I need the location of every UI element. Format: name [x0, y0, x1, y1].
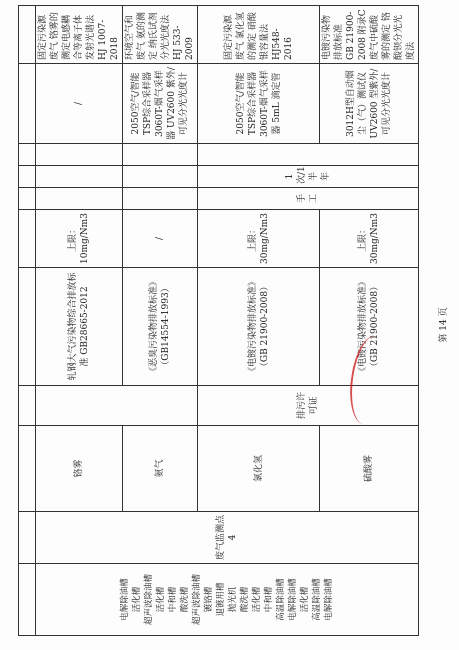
equipment-cell: 2050空气/智能TSP综合采样器 3060T-烟气采样器 5mL 滴定管	[198, 64, 320, 144]
method-cell: 固定污染源废气 氯化氢的测定 硝酸银容量法 HJ548-2016	[198, 6, 320, 64]
monitoring-table	[18, 5, 419, 636]
list-item: 活化槽	[252, 586, 262, 613]
standard-cell: 轧钢大气污染物综合排放标准 GB28665-2012	[36, 268, 123, 386]
equipment-cell: /	[36, 64, 123, 144]
table-row	[36, 6, 123, 636]
standard-cell: 《电镀污染物排放标准》（GB 21900-2008）	[320, 268, 419, 386]
list-item: 电解除油槽	[120, 578, 130, 621]
list-item: 酸洗槽	[240, 586, 250, 613]
limit-cell: 上限：30mg/Nm3	[320, 210, 419, 268]
list-item: 酸洗槽	[180, 586, 190, 613]
method-cell: 固定污染源废气 铬雾的测定电感耦合等离子体发射光谱法 HJ 1007-2018	[36, 6, 123, 64]
equipment-cell: 3012H型自动烟尘（气）测试仪 UV2600 型紫外/可见分光光度计	[320, 64, 419, 144]
permit-blank-cell	[36, 386, 198, 426]
permit-cell: 排污许可证	[198, 386, 419, 426]
pollutant-cell: 氨气	[123, 426, 198, 512]
standard-cell: 《恶臭污染物排放标准》（GB14554-1993）	[123, 268, 198, 386]
list-item: 活化槽	[300, 586, 310, 613]
method-cell: 电镀污染物排放标准 GB 21900-2008 附录C 废气中硫酸雾的测定 铬酸钡分光光度法	[320, 6, 419, 64]
pollutant-cell: 硫酸雾	[320, 426, 419, 512]
method-cell: 环境空气和废气 氨的测定 纳氏试剂分光光度法 HJ 533-2009	[123, 6, 198, 64]
limit-cell: /	[123, 210, 198, 268]
source-list	[120, 567, 334, 632]
list-item: 抛光机	[228, 586, 238, 613]
list-item: 超声波除油槽	[192, 574, 202, 626]
standard-cell: 《电镀污染物排放标准》（GB 21900-2008）	[198, 268, 320, 386]
list-item: 活化槽	[132, 586, 142, 613]
list-item: 超声波除油槽	[144, 574, 154, 626]
list-item: 中和槽	[168, 586, 178, 613]
page-number: 第 14 页	[439, 307, 449, 343]
header-strip-row	[19, 6, 36, 636]
frequency-cell: 1次/1半年	[198, 166, 419, 188]
list-item: 高温除油槽	[312, 578, 322, 621]
list-item: 中和槽	[264, 586, 274, 613]
pollutant-cell: 铬雾	[36, 426, 123, 512]
limit-cell: 上限：30mg/Nm3	[198, 210, 320, 268]
source-list-cell	[36, 564, 419, 636]
list-item: 镀铬槽	[204, 586, 214, 613]
limit-cell: 上限：10mg/Nm3	[36, 210, 123, 268]
list-item: 退镀用槽	[216, 582, 226, 617]
list-item: 电解除油槽	[288, 578, 298, 621]
list-item: 电解除油槽	[324, 578, 334, 621]
equipment-cell: 2050空气/智能TSP综合采样器 3060T-烟气采样器 UV2600 紫外/可见分光光度计	[123, 64, 198, 144]
outlet-cell: 废气监测点4	[36, 512, 419, 564]
list-item: 活化槽	[156, 586, 166, 613]
pollutant-cell: 氯化氢	[198, 426, 320, 512]
list-item: 高温除油槽	[276, 578, 286, 621]
monitor-type-cell: 手工	[198, 188, 419, 210]
